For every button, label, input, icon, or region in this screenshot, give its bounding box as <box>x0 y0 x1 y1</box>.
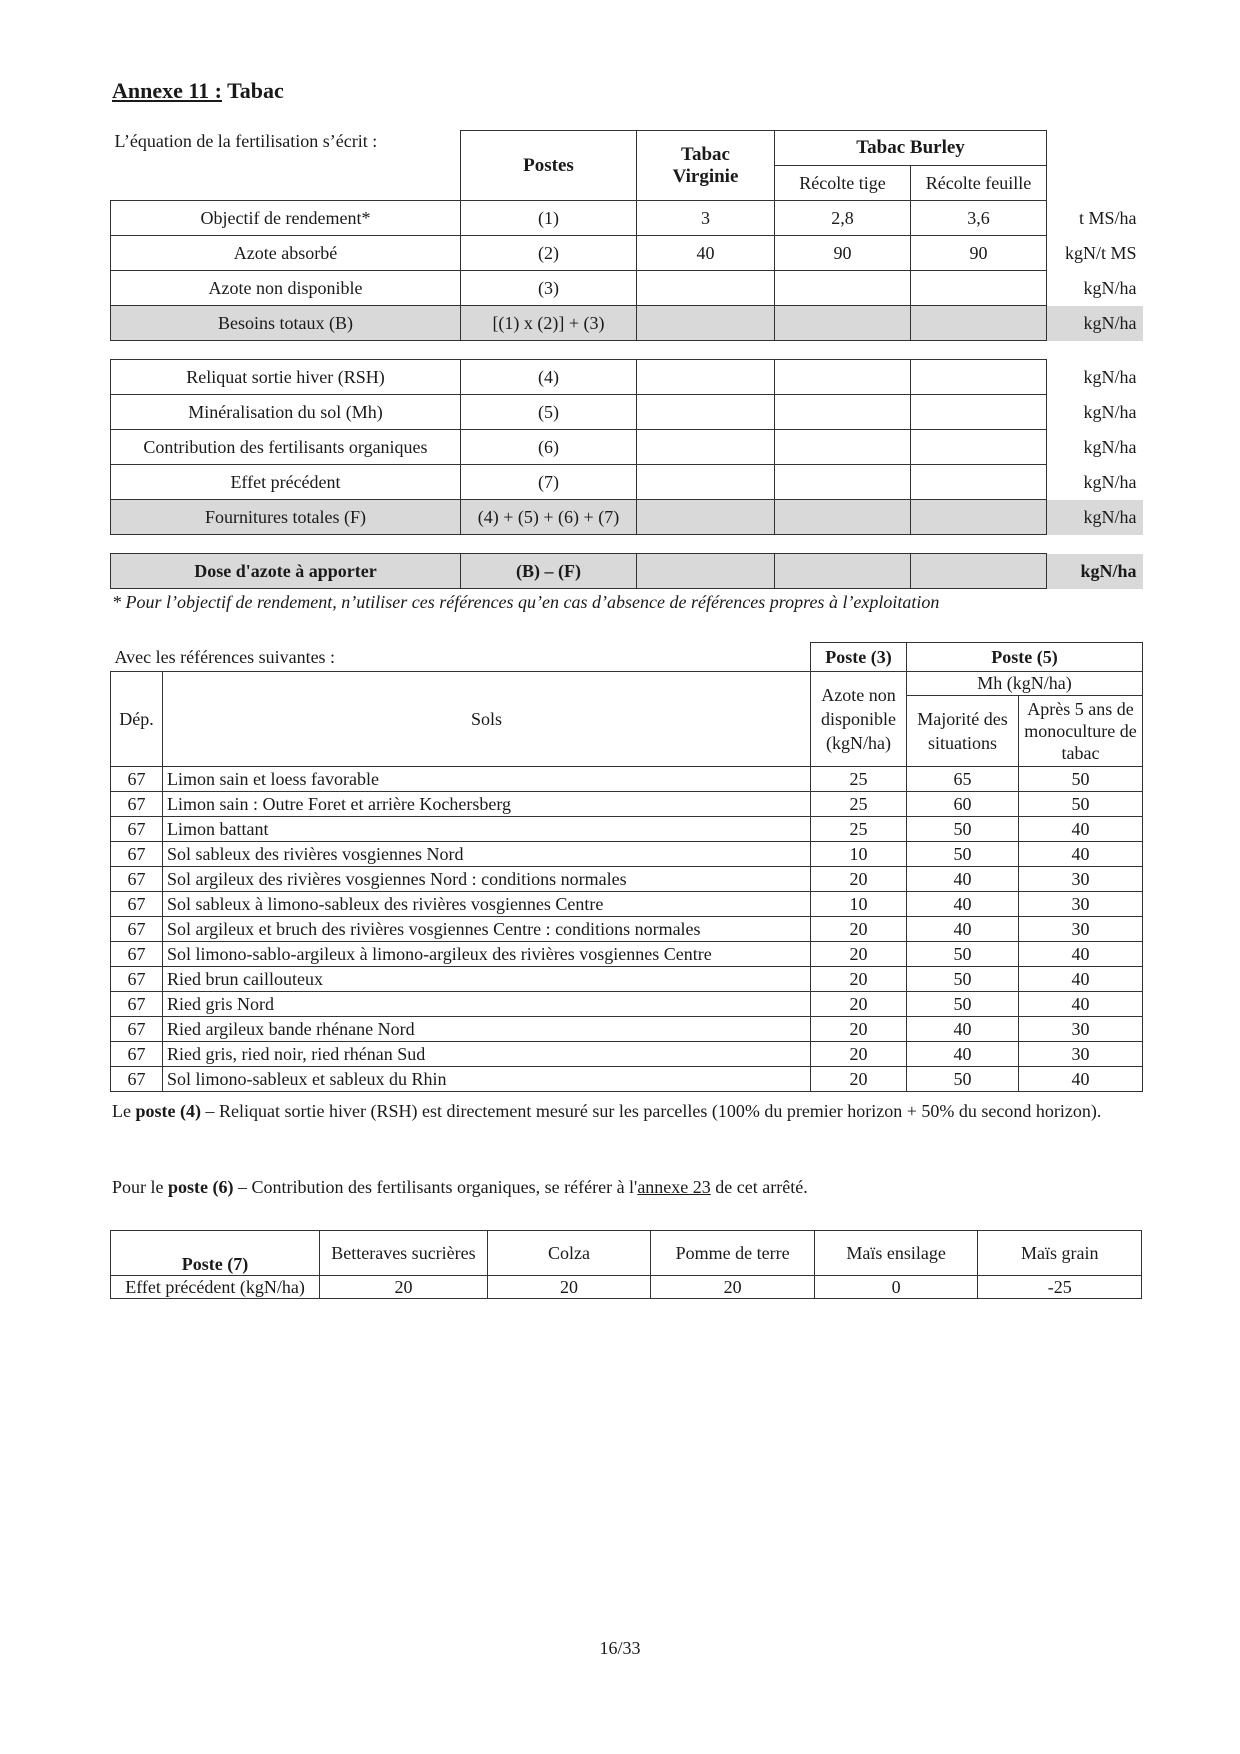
soil-row <box>111 966 1143 991</box>
row-majorite: 50 <box>907 966 1019 991</box>
row-tige <box>775 306 911 341</box>
row-poste: (3) <box>461 271 637 306</box>
references-intro: Avec les références suivantes : <box>114 646 336 667</box>
row-majorite: 40 <box>907 1016 1019 1041</box>
row-poste: (4) <box>461 360 637 395</box>
row-apres: 30 <box>1019 916 1143 941</box>
row-majorite: 50 <box>907 816 1019 841</box>
col-postes: Postes <box>523 154 574 176</box>
crop-name: Colza <box>548 1243 591 1263</box>
row-unit: kgN/ha <box>1083 436 1137 457</box>
needs-row <box>111 236 1143 271</box>
supply-row <box>111 465 1143 500</box>
row-sol: Ried gris, ried noir, ried rhénan Sud <box>163 1041 811 1066</box>
col-sols: Sols <box>470 708 503 729</box>
soil-row <box>111 1041 1143 1066</box>
col-virginie-2: Virginie <box>672 165 739 187</box>
p1-text: – Reliquat sortie hiver (RSH) est directement mesuré sur les parcelles (100% du premier horizon + 50% du second horizon). <box>200 1101 1102 1121</box>
supply-row <box>111 360 1143 395</box>
crop-value: 20 <box>723 1277 742 1297</box>
row-dep: 67 <box>111 1041 163 1066</box>
row-label: Azote absorbé <box>111 236 461 271</box>
references-body <box>111 766 1143 1091</box>
row-apres: 40 <box>1019 941 1143 966</box>
row-dep: 67 <box>111 766 163 791</box>
supply-total-row <box>111 500 1143 535</box>
row-sol: Ried argileux bande rhénane Nord <box>163 1016 811 1041</box>
row-apres: 30 <box>1019 1016 1143 1041</box>
row-azote: 25 <box>811 816 907 841</box>
p2-suffix: de cet arrêté. <box>710 1177 808 1197</box>
soil-row <box>111 891 1143 916</box>
row-sol: Limon sain et loess favorable <box>163 766 811 791</box>
annex-title <box>112 78 284 104</box>
needs-row <box>111 201 1143 236</box>
crop-name: Maïs grain <box>1020 1243 1099 1263</box>
row-poste: (4) + (5) + (6) + (7) <box>461 500 637 535</box>
row-apres: 30 <box>1019 1041 1143 1066</box>
row-sol: Limon battant <box>163 816 811 841</box>
fertilisation-equation-table <box>110 130 1143 589</box>
row-apres: 40 <box>1019 966 1143 991</box>
dose-label: Dose d'azote à apporter <box>111 554 461 589</box>
row-apres: 40 <box>1019 1066 1143 1091</box>
row-apres: 30 <box>1019 891 1143 916</box>
row-majorite: 50 <box>907 841 1019 866</box>
row-dep: 67 <box>111 891 163 916</box>
dose-poste: (B) – (F) <box>461 554 637 589</box>
row-sol: Sol sableux des rivières vosgiennes Nord <box>163 841 811 866</box>
row-azote: 20 <box>811 1041 907 1066</box>
row-virginie: 3 <box>637 201 775 236</box>
row-feuille: 3,6 <box>911 201 1047 236</box>
crop-name: Pomme de terre <box>675 1243 790 1263</box>
row-poste: (7) <box>461 465 637 500</box>
previous-effect-label: Effet précédent (kgN/ha) <box>125 1277 305 1297</box>
row-azote: 20 <box>811 1016 907 1041</box>
col-virginie-1: Tabac <box>681 143 730 165</box>
row-dep: 67 <box>111 791 163 816</box>
crop-value: -25 <box>1047 1277 1072 1297</box>
row-azote: 20 <box>811 1066 907 1091</box>
row-label: Besoins totaux (B) <box>111 306 461 341</box>
row-label: Azote non disponible <box>111 271 461 306</box>
row-unit: kgN/t MS <box>1064 242 1137 263</box>
soil-row <box>111 866 1143 891</box>
row-apres: 40 <box>1019 816 1143 841</box>
row-azote: 25 <box>811 766 907 791</box>
supply-row <box>111 395 1143 430</box>
row-apres: 50 <box>1019 766 1143 791</box>
row-feuille <box>911 306 1047 341</box>
row-sol: Sol argileux des rivières vosgiennes Nord : conditions normales <box>163 866 811 891</box>
soil-references-table <box>110 642 1143 1092</box>
row-unit: kgN/ha <box>1083 401 1137 422</box>
row-majorite: 60 <box>907 791 1019 816</box>
soil-row <box>111 766 1143 791</box>
p2-bold: poste (6) <box>168 1177 234 1197</box>
row-label: Objectif de rendement* <box>111 201 461 236</box>
row-sol: Ried brun caillouteux <box>163 966 811 991</box>
row-majorite: 40 <box>907 866 1019 891</box>
row-apres: 50 <box>1019 791 1143 816</box>
needs-row <box>111 271 1143 306</box>
row-dep: 67 <box>111 816 163 841</box>
row-azote: 10 <box>811 891 907 916</box>
row-unit: kgN/ha <box>1083 471 1137 492</box>
row-majorite: 50 <box>907 991 1019 1016</box>
col-majorite: Majorité des situations <box>917 708 1008 753</box>
row-poste: [(1) x (2)] + (3) <box>461 306 637 341</box>
soil-row <box>111 941 1143 966</box>
previous-crop-table <box>110 1230 1142 1299</box>
row-azote: 10 <box>811 841 907 866</box>
annexe-23-link[interactable]: annexe 23 <box>637 1177 711 1197</box>
dose-row <box>111 554 1143 589</box>
paragraph-poste6 <box>112 1174 1132 1200</box>
row-unit: kgN/ha <box>1083 366 1137 387</box>
row-azote: 20 <box>811 941 907 966</box>
col-azote: Azote non disponible (kgN/ha) <box>821 684 896 753</box>
row-azote: 25 <box>811 791 907 816</box>
row-sol: Sol argileux et bruch des rivières vosgiennes Centre : conditions normales <box>163 916 811 941</box>
row-dep: 67 <box>111 1016 163 1041</box>
crop-value: 20 <box>394 1277 413 1297</box>
row-unit: kgN/ha <box>1083 277 1137 298</box>
row-tige: 2,8 <box>775 201 911 236</box>
row-azote: 20 <box>811 966 907 991</box>
row-dep: 67 <box>111 966 163 991</box>
soil-row <box>111 916 1143 941</box>
soil-row <box>111 991 1143 1016</box>
row-tige: 90 <box>775 236 911 271</box>
row-label: Effet précédent <box>111 465 461 500</box>
col-burley: Tabac Burley <box>856 137 965 158</box>
row-label: Contribution des fertilisants organiques <box>111 430 461 465</box>
row-majorite: 65 <box>907 766 1019 791</box>
soil-row <box>111 791 1143 816</box>
p1-bold: poste (4) <box>135 1101 201 1121</box>
row-dep: 67 <box>111 991 163 1016</box>
row-label: Minéralisation du sol (Mh) <box>111 395 461 430</box>
poste5-header: Poste (5) <box>991 646 1058 667</box>
dose-unit: kgN/ha <box>1047 554 1143 589</box>
page-number: 16/33 <box>599 1638 641 1658</box>
row-sol: Limon sain : Outre Foret et arrière Kochersberg <box>163 791 811 816</box>
p1-prefix: Le <box>112 1101 136 1121</box>
row-majorite: 40 <box>907 891 1019 916</box>
paragraph-poste4 <box>112 1098 1132 1124</box>
crop-value: 0 <box>891 1277 901 1297</box>
row-sol: Sol limono-sablo-argileux à limono-argileux des rivières vosgiennes Centre <box>163 941 811 966</box>
row-dep: 67 <box>111 866 163 891</box>
row-label: Fournitures totales (F) <box>111 500 461 535</box>
row-unit: kgN/ha <box>1047 306 1143 341</box>
row-virginie: 40 <box>637 236 775 271</box>
row-apres: 30 <box>1019 866 1143 891</box>
annex-subject: Tabac <box>222 78 284 103</box>
row-sol: Sol limono-sableux et sableux du Rhin <box>163 1066 811 1091</box>
row-poste: (2) <box>461 236 637 271</box>
needs-total-row <box>111 306 1143 341</box>
supply-row <box>111 430 1143 465</box>
row-azote: 20 <box>811 916 907 941</box>
row-poste: (1) <box>461 201 637 236</box>
row-sol: Ried gris Nord <box>163 991 811 1016</box>
col-dep: Dép. <box>119 708 154 729</box>
poste3-header: Poste (3) <box>825 646 892 667</box>
row-majorite: 50 <box>907 941 1019 966</box>
annex-number: Annexe 11 : <box>112 78 222 103</box>
yield-footnote: * Pour l’objectif de rendement, n’utiliser ces références qu’en cas d’absence de références propres à l’exploitation <box>112 592 940 612</box>
col-burley-tige: Récolte tige <box>799 172 886 193</box>
row-sol: Sol sableux à limono-sableux des rivières vosgiennes Centre <box>163 891 811 916</box>
row-unit: kgN/ha <box>1047 500 1143 535</box>
row-feuille <box>911 271 1047 306</box>
row-azote: 20 <box>811 991 907 1016</box>
row-majorite: 40 <box>907 1041 1019 1066</box>
row-poste: (5) <box>461 395 637 430</box>
p2-prefix: Pour le <box>112 1177 168 1197</box>
row-label: Reliquat sortie hiver (RSH) <box>111 360 461 395</box>
col-apres: Après 5 ans de monoculture de tabac <box>1024 698 1137 763</box>
row-dep: 67 <box>111 1066 163 1091</box>
row-apres: 40 <box>1019 991 1143 1016</box>
col-mh: Mh (kgN/ha) <box>977 673 1072 694</box>
row-majorite: 40 <box>907 916 1019 941</box>
row-tige <box>775 271 911 306</box>
row-virginie <box>637 271 775 306</box>
row-dep: 67 <box>111 941 163 966</box>
equation-intro: L’équation de la fertilisation s’écrit : <box>114 130 378 151</box>
p2-text: – Contribution des fertilisants organiques, se référer à l' <box>233 1177 638 1197</box>
soil-row <box>111 841 1143 866</box>
row-apres: 40 <box>1019 841 1143 866</box>
row-dep: 67 <box>111 916 163 941</box>
col-burley-feuille: Récolte feuille <box>925 172 1032 193</box>
soil-row <box>111 1016 1143 1041</box>
row-unit: t MS/ha <box>1079 207 1137 228</box>
row-poste: (6) <box>461 430 637 465</box>
crop-name: Maïs ensilage <box>846 1243 946 1263</box>
poste7-header: Poste (7) <box>181 1254 249 1274</box>
soil-row <box>111 816 1143 841</box>
row-virginie <box>637 306 775 341</box>
crop-name: Betteraves sucrières <box>331 1243 476 1263</box>
row-majorite: 50 <box>907 1066 1019 1091</box>
row-dep: 67 <box>111 841 163 866</box>
soil-row <box>111 1066 1143 1091</box>
row-azote: 20 <box>811 866 907 891</box>
row-feuille: 90 <box>911 236 1047 271</box>
crop-value: 20 <box>560 1277 579 1297</box>
